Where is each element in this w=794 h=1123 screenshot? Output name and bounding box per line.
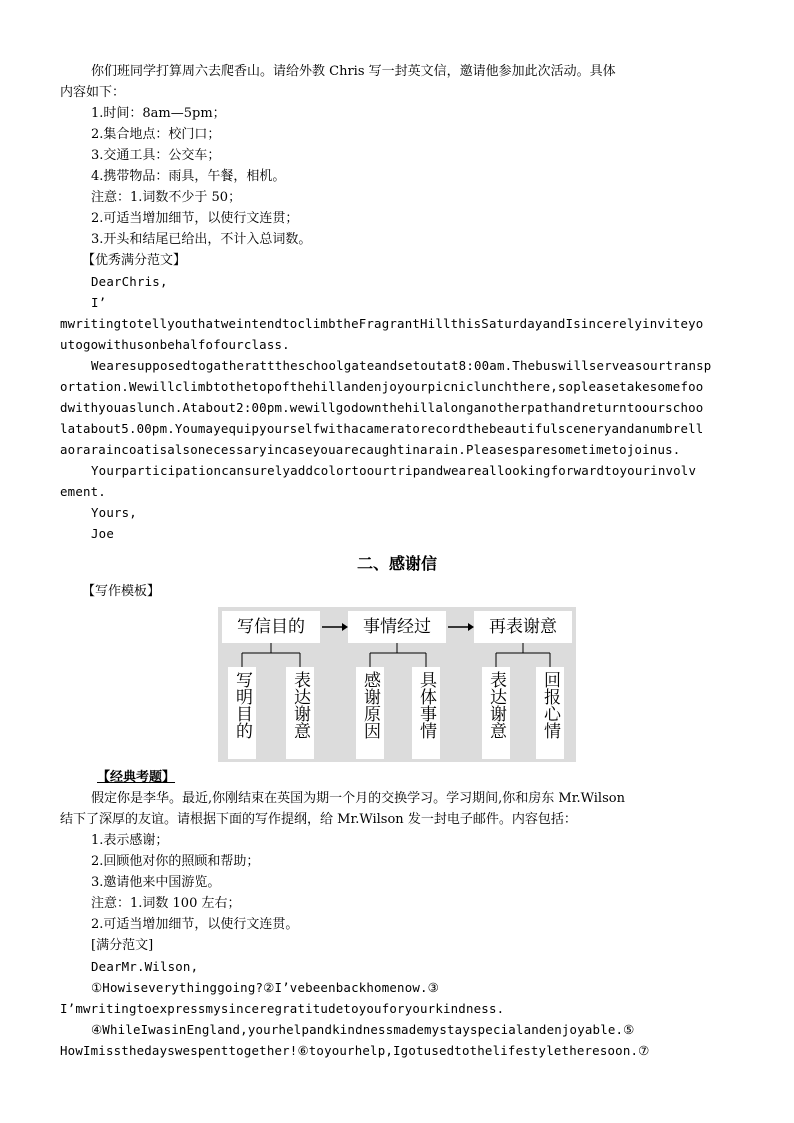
letter-line: HowImissthedayswespenttogether!⑥toyourhelp,Igotusedtothelifestyletheresoon.⑦ xyxy=(60,1043,650,1058)
flow-substep: 写明目的 xyxy=(228,667,256,759)
flow-diagram xyxy=(218,607,576,762)
letter-line: Wearesupposedtogatheratttheschoolgateandsetoutat8:00am.Thebuswillserveasourtransp xyxy=(91,358,712,373)
section-heading: 二、感谢信 xyxy=(356,554,437,573)
letter-line: latabout5.00pm.Youmayequipyourselfwithacameratorecordthebeautifulsceneryandanumbrell xyxy=(60,421,704,436)
flow-step: 写信目的 xyxy=(222,611,320,643)
flow-substep: 感谢原因 xyxy=(356,667,384,759)
flow-substep: 表达谢意 xyxy=(482,667,510,759)
letter-line: I’mwritingtoexpressmysinceregratitudetoyouforyourkindness. xyxy=(60,1001,505,1016)
note-item: 2.可适当增加细节，以使行文连贯； xyxy=(91,211,299,226)
classic-label: 【经典考题】 xyxy=(97,770,176,785)
letter-line: aoraraincoatisalsonecessaryincaseyouarecaughtinarain.Pleasesparesometimetojoinus. xyxy=(60,442,681,457)
requirement-item: 2.集合地点：校门口； xyxy=(91,127,221,142)
letter-greeting: DearChris, xyxy=(91,274,168,289)
letter-line: Yourparticipationcansurelyaddcolortoourtripandweareallookingforwardtoyourinvolv xyxy=(91,463,697,478)
template-label: 【写作模板】 xyxy=(82,584,161,599)
prompt-line: 假定你是李华。最近,你刚结束在英国为期一个月的交换学习。学习期间,你和房东 Mr.Wilson xyxy=(91,791,625,806)
letter-line: ①Howiseverythinggoing?②I’vebeenbackhomenow.③ xyxy=(91,980,439,995)
note-item: 3.开头和结尾已给出，不计入总词数。 xyxy=(91,232,312,247)
letter-line: mwritingtotellyouthatweintendtoclimbtheFragrantHillthisSaturdayandIsincerelyinviteyo xyxy=(60,316,704,331)
letter-closing: Yours, xyxy=(91,505,137,520)
letter-line: ement. xyxy=(60,484,106,499)
requirement-item: 4.携带物品：雨具，午餐，相机。 xyxy=(91,169,286,184)
prompt-line: 你们班同学打算周六去爬香山。请给外教 Chris 写一封英文信，邀请他参加此次活动。具体 xyxy=(91,64,616,79)
flow-step: 事情经过 xyxy=(348,611,446,643)
requirement-item: 2.回顾他对你的照顾和帮助； xyxy=(91,854,260,869)
letter-line: ④WhileIwasinEngland,yourhelpandkindnessmademystayspecialandenjoyable.⑤ xyxy=(91,1022,635,1037)
arrow-icon xyxy=(342,623,348,631)
flow-substep: 具体事情 xyxy=(412,667,440,759)
note-item: 注意：1.词数不少于 50； xyxy=(91,190,242,205)
prompt-line: 结下了深厚的友谊。请根据下面的写作提纲，给 Mr.Wilson 发一封电子邮件。内容包括： xyxy=(60,812,577,827)
letter-line: I’ xyxy=(91,295,107,310)
prompt-line: 内容如下： xyxy=(60,85,126,100)
diagram-connectors xyxy=(218,607,576,762)
letter-line: utogowithusonbehalfofourclass. xyxy=(60,337,290,352)
arrow-icon xyxy=(468,623,474,631)
requirement-item: 3.交通工具：公交车； xyxy=(91,148,221,163)
letter-greeting: DearMr.Wilson, xyxy=(91,959,199,974)
flow-substep: 回报心情 xyxy=(536,667,564,759)
letter-line: dwithyouaslunch.Atabout2:00pm.wewillgodownthehillalonganotherpathandreturntoourschoo xyxy=(60,400,704,415)
letter-signature: Joe xyxy=(91,526,114,541)
flow-step: 再表谢意 xyxy=(474,611,572,643)
flow-substep: 表达谢意 xyxy=(286,667,314,759)
sample-label: [满分范文] xyxy=(91,938,154,953)
note-item: 注意：1.词数 100 左右； xyxy=(91,896,241,911)
letter-line: ortation.Wewillclimbtothetopofthehillandenjoyourpicniclunchthere,sopleasetakesomefoo xyxy=(60,379,704,394)
note-item: 2.可适当增加细节，以使行文连贯。 xyxy=(91,917,299,932)
sample-label: 【优秀满分范文】 xyxy=(82,253,187,268)
requirement-item: 3.邀请他来中国游览。 xyxy=(91,875,221,890)
requirement-item: 1.表示感谢； xyxy=(91,833,169,848)
requirement-item: 1.时间：8am—5pm； xyxy=(91,106,226,121)
